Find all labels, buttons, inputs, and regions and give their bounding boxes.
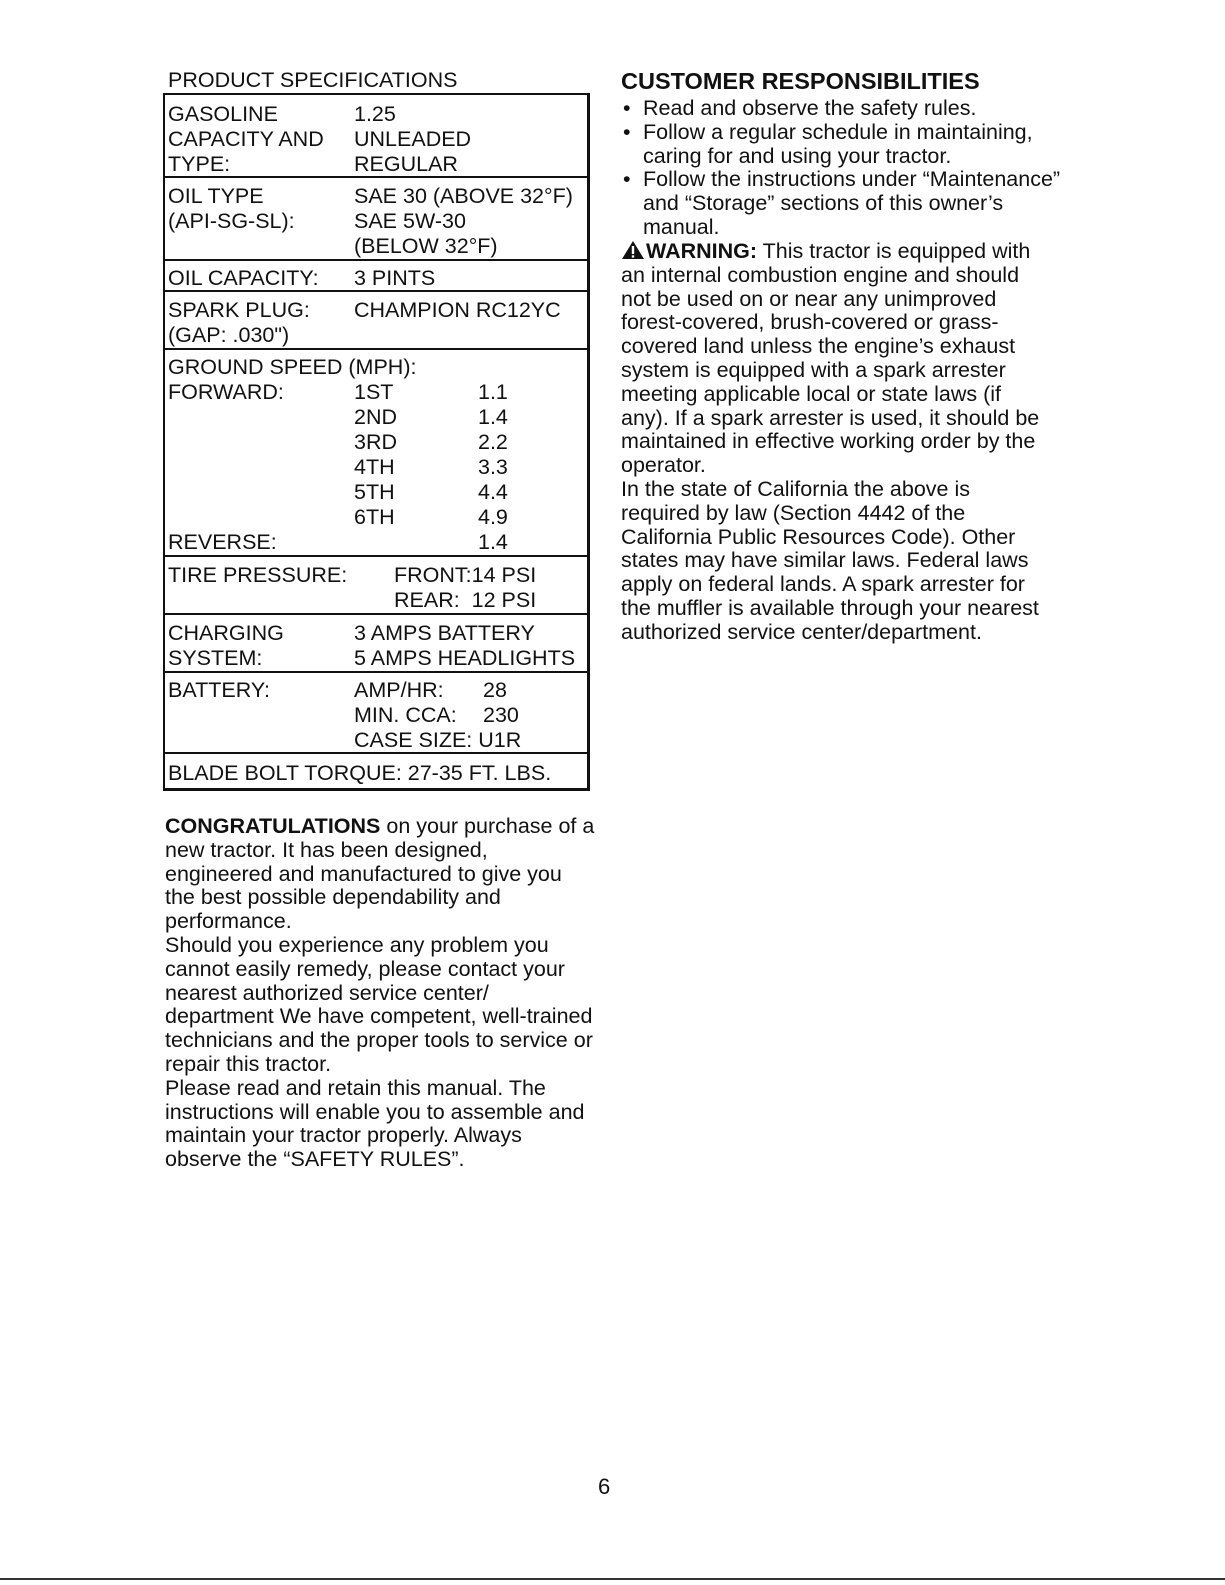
tire-pressure-front: FRONT:14 PSI [394,563,537,587]
gasoline-value-2: UNLEADED [354,127,472,151]
warning-block [621,240,1046,645]
bullet-icon: • [623,119,631,144]
oil-type-label-1: OIL TYPE [168,184,264,208]
battery-case-size: CASE SIZE: U1R [354,728,522,752]
warning-label: WARNING: [646,239,758,263]
row-divider [165,259,587,261]
gear-3-speed: 2.2 [478,430,508,454]
page-bottom-rule [0,1578,1225,1580]
page-number: 6 [598,1474,611,1499]
row-divider [165,290,587,292]
customer-responsibilities-heading: CUSTOMER RESPONSIBILITIES [621,68,980,94]
charging-value-2: 5 AMPS HEADLIGHTS [354,646,576,670]
oil-type-value-1: SAE 30 (ABOVE 32°F) [354,184,573,208]
gasoline-label-3: TYPE: [168,152,231,176]
row-divider [165,671,587,673]
tire-pressure-label: TIRE PRESSURE: [168,563,348,587]
gear-2-label: 2ND [354,405,398,429]
battery-label: BATTERY: [168,678,270,702]
oil-type-value-2: SAE 5W-30 [354,209,466,233]
oil-capacity-value: 3 PINTS [354,266,436,290]
row-divider [165,752,587,754]
gear-1-speed: 1.1 [478,380,508,404]
list-item [621,121,1061,169]
charging-label-2: SYSTEM: [168,646,263,670]
tire-pressure-rear: REAR: 12 PSI [394,588,537,612]
gear-1-label: 1ST [354,380,394,404]
ground-speed-heading: GROUND SPEED (MPH): [168,355,417,379]
congrats-body-1: on your purchase of a new tractor. It has been designed, engineered and manufactured to give you the best possible dependability and performance. [165,814,595,934]
list-item [621,168,1061,239]
list-item-text: Follow a regular schedule in maintaining, caring for and using your tractor. [643,119,1033,168]
warning-triangle-icon [621,240,645,260]
gear-6-speed: 4.9 [478,505,508,529]
bullet-icon: • [623,167,631,192]
gasoline-label-2: CAPACITY AND [168,127,324,151]
spec-table [163,93,590,791]
list-item [621,97,1061,121]
spec-table-title: PRODUCT SPECIFICATIONS [168,68,458,92]
spark-plug-gap: (GAP: .030") [168,323,290,347]
reverse-label: REVERSE: [168,530,277,554]
gear-4-label: 4TH [354,455,395,479]
gasoline-value-1: 1.25 [354,102,396,126]
oil-capacity-label: OIL CAPACITY: [168,266,319,290]
spark-plug-value: CHAMPION RC12YC [354,298,561,322]
responsibilities-list [621,97,1061,240]
gasoline-label-1: GASOLINE [168,102,278,126]
list-item-text: Follow the instructions under “Maintenance” and “Storage” sections of this owner’s manual. [643,167,1061,239]
battery-amp-label: AMP/HR: [354,678,444,702]
oil-type-label-2: (API-SG-SL): [168,209,295,233]
gear-5-label: 5TH [354,480,395,504]
gear-4-speed: 3.3 [478,455,508,479]
charging-value-1: 3 AMPS BATTERY [354,621,535,645]
battery-cca-value: 230 [483,703,519,727]
gear-6-label: 6TH [354,505,395,529]
oil-type-value-3: (BELOW 32°F) [354,234,498,258]
warning-paragraph [621,240,1046,478]
congrats-paragraph-3: Please read and retain this manual. The instructions will enable you to assemble and maintain your tractor properly. Always observe the “SAFETY RULES”. [165,1075,585,1172]
gear-3-label: 3RD [354,430,398,454]
gear-2-speed: 1.4 [478,405,508,429]
gear-5-speed: 4.4 [478,480,508,504]
charging-label-1: CHARGING [168,621,284,645]
row-divider [165,613,587,615]
forward-label: FORWARD: [168,380,284,404]
warning-text: This tractor is equipped with an internal combustion engine and should not be used on or near any unimproved forest-covered, brush-covered or grass-covered land unless the engine’s exhaust system is equipped with a spark arrester meeting applicable local or state laws (if any). If a spark arrester is used, it should be maintained in effective working order by the operator. [621,239,1040,478]
row-divider [165,555,587,557]
california-paragraph: In the state of California the above is required by law (Section 4442 of the California Public Resources Code). Other states may have similar laws. Federal laws apply on federal lands. A spark arrester for the muffler is available through your nearest authorized service center/department. [621,476,1039,644]
congrats-lead: CONGRATULATIONS [165,814,381,838]
list-item-text: Read and observe the safety rules. [643,96,977,120]
congratulations-text [165,815,595,1172]
spark-plug-label: SPARK PLUG: [168,298,310,322]
battery-amp-value: 28 [483,678,507,702]
gasoline-value-3: REGULAR [354,152,458,176]
row-divider [165,176,587,178]
row-divider [165,348,587,350]
bullet-icon: • [623,96,631,120]
congrats-paragraph-1 [165,815,595,934]
blade-bolt-torque: BLADE BOLT TORQUE: 27-35 FT. LBS. [168,761,552,785]
congrats-paragraph-2: Should you experience any problem you cannot easily remedy, please contact your nearest authorized service center/ department We have competent, well-trained technicians and the proper tools to service or repair this tractor. [165,932,593,1076]
reverse-speed: 1.4 [478,530,508,554]
battery-cca-label: MIN. CCA: [354,703,457,727]
